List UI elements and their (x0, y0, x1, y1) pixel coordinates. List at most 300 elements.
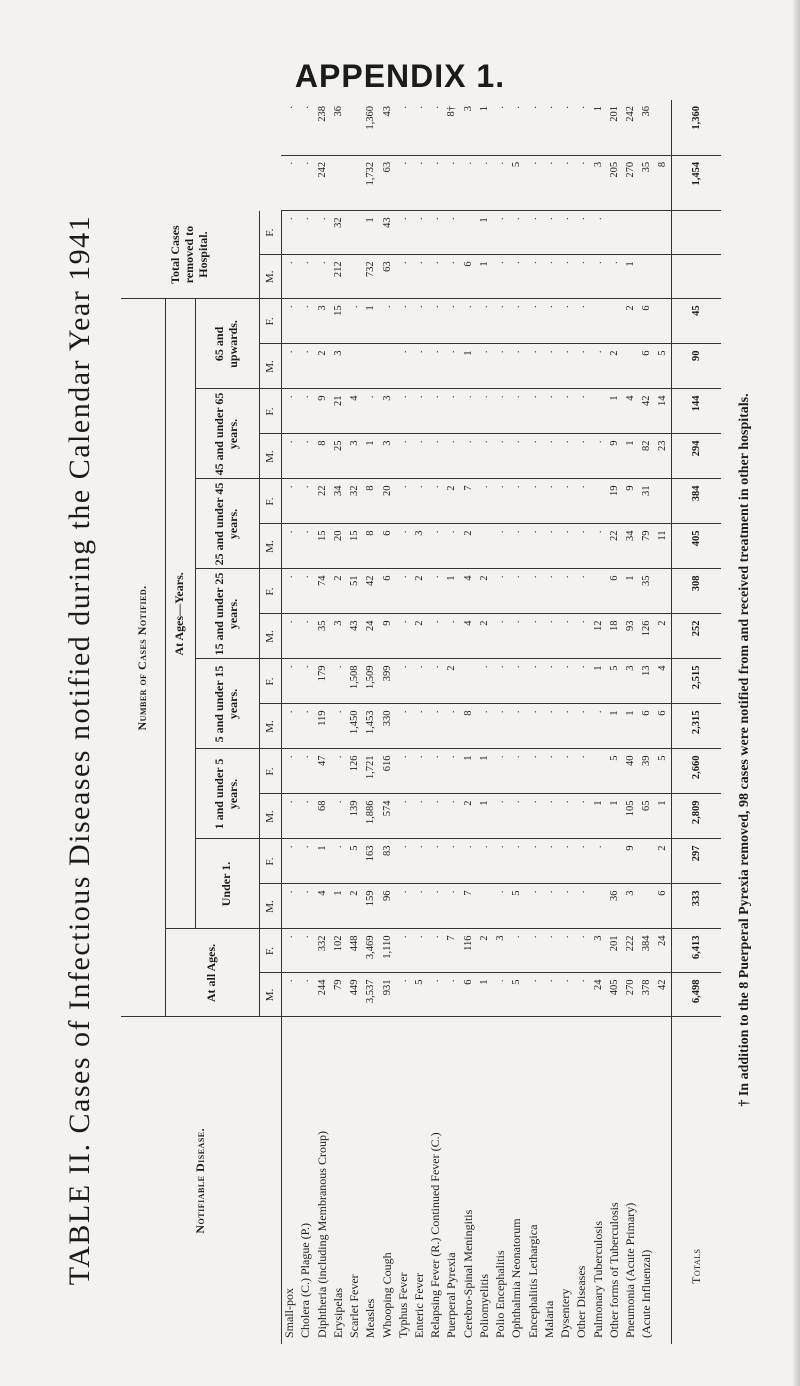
table-cell: . (428, 100, 444, 155)
table-cell: . (493, 839, 509, 884)
table-cell: 68 (314, 794, 330, 839)
table-cell: 7 (460, 884, 476, 929)
table-cell: 242 (622, 100, 638, 155)
table-cell: 93 (622, 614, 638, 659)
table-cell: . (444, 973, 460, 1017)
table-cell: . (444, 704, 460, 749)
table-cell: 47 (314, 749, 330, 794)
totals-cell: 252 (671, 614, 721, 659)
disease-name: Dysentery (558, 1288, 573, 1338)
table-cell: . (411, 884, 427, 929)
table-cell: . (476, 389, 492, 434)
table-cell: . (428, 659, 444, 704)
table-cell: . (395, 794, 411, 839)
table-cell: . (509, 704, 525, 749)
table-cell: . (395, 704, 411, 749)
table-cell: 36 (330, 100, 346, 155)
table-cell: . (541, 973, 557, 1017)
header-m: M. (259, 704, 281, 749)
table-cell: . (493, 299, 509, 344)
header-5-to-15: 5 and under 15 years. (195, 659, 259, 749)
table-cell: . (606, 255, 622, 299)
table-cell: 1,732 (363, 155, 379, 210)
table-cell (379, 344, 395, 389)
table-cell: . (574, 434, 590, 479)
table-cell (346, 211, 362, 255)
table-cell: 201 (606, 929, 622, 973)
table-cell: . (493, 794, 509, 839)
table-cell: 270 (622, 155, 638, 210)
table-cell: 63 (379, 155, 395, 210)
table-cell: . (428, 479, 444, 524)
table-cell: . (281, 614, 298, 659)
disease-name: Other forms of Tuberculosis (606, 1202, 621, 1338)
table-cell: . (541, 704, 557, 749)
table-cell: 43 (379, 100, 395, 155)
table-cell: . (558, 155, 574, 210)
table-row (525, 100, 541, 1344)
table-cell: . (509, 749, 525, 794)
table-cell: . (509, 255, 525, 299)
table-cell: . (281, 884, 298, 929)
table-cell: . (281, 479, 298, 524)
table-cell: . (509, 434, 525, 479)
table-cell: . (411, 344, 427, 389)
table-row (493, 100, 509, 1344)
table-cell: . (444, 155, 460, 210)
table-cell: . (525, 389, 541, 434)
disease-name: Cholera (C.) Plague (P.) (298, 1223, 313, 1338)
table-cell: 39 (639, 749, 655, 794)
table-cell: 2 (655, 839, 671, 884)
table-cell: 6 (655, 884, 671, 929)
table-cell: 42 (655, 973, 671, 1017)
table-cell: 11 (655, 524, 671, 569)
table-cell (330, 155, 346, 210)
table-cell: 43 (379, 211, 395, 255)
table-cell: . (509, 569, 525, 614)
table-cell: . (574, 749, 590, 794)
table-cell: . (558, 479, 574, 524)
table-cell: . (281, 100, 298, 155)
totals-cell: 90 (671, 344, 721, 389)
table-cell: 6 (639, 704, 655, 749)
table-cell: 1 (363, 211, 379, 255)
table-cell: 212 (330, 255, 346, 299)
table-cell: . (574, 389, 590, 434)
table-cell: 732 (363, 255, 379, 299)
table-cell: 79 (330, 973, 346, 1017)
table-cell: . (281, 155, 298, 210)
table-cell: 1 (476, 255, 492, 299)
table-cell (655, 569, 671, 614)
table-cell: . (298, 704, 314, 749)
disease-name: Encephalitis Lethargica (525, 1224, 540, 1338)
table-cell: . (525, 569, 541, 614)
table-cell: 4 (460, 569, 476, 614)
table-cell: 931 (379, 973, 395, 1017)
table-cell: 1 (606, 389, 622, 434)
table-cell: 378 (639, 973, 655, 1017)
table-cell: . (509, 344, 525, 389)
table-cell: 1 (622, 704, 638, 749)
table-cell: . (411, 389, 427, 434)
table-cell: . (509, 524, 525, 569)
table-cell: . (330, 794, 346, 839)
table-cell: 8 (655, 155, 671, 210)
table-cell: . (574, 100, 590, 155)
table-cell: 51 (346, 569, 362, 614)
table-cell: . (298, 155, 314, 210)
table-cell: . (281, 524, 298, 569)
table-cell: 3,537 (363, 973, 379, 1017)
table-cell: . (476, 155, 492, 210)
table-cell: . (444, 839, 460, 884)
table-cell: 1,509 (363, 659, 379, 704)
table-cell: 35 (314, 614, 330, 659)
table-cell: . (395, 659, 411, 704)
table-cell: . (428, 929, 444, 973)
table-cell: . (281, 255, 298, 299)
table-cell: 1 (476, 749, 492, 794)
table-cell: 1 (476, 794, 492, 839)
totals-cell: 1,454 (671, 155, 721, 210)
table-cell: . (460, 299, 476, 344)
table-cell: . (298, 211, 314, 255)
table-cell: . (411, 839, 427, 884)
table-cell: . (493, 973, 509, 1017)
table-cell: . (395, 155, 411, 210)
table-cell: 1,360 (363, 100, 379, 155)
totals-cell (671, 255, 721, 299)
table-cell: . (558, 884, 574, 929)
table-row (346, 100, 362, 1344)
table-cell: 2 (330, 569, 346, 614)
table-row (590, 100, 606, 1344)
table-cell: 6 (655, 704, 671, 749)
table-cell: 32 (330, 211, 346, 255)
table-cell: 23 (655, 434, 671, 479)
table-cell: 3 (590, 929, 606, 973)
table-cell (655, 211, 671, 255)
table-cell: . (493, 155, 509, 210)
header-m: M. (259, 614, 281, 659)
disease-name: Other Diseases (574, 1265, 589, 1338)
table-cell: . (411, 704, 427, 749)
table-cell: 5 (606, 659, 622, 704)
table-cell: . (541, 929, 557, 973)
table-cell: 14 (655, 389, 671, 434)
table-body (281, 100, 721, 1344)
table-cell: . (314, 255, 330, 299)
table-cell: 2 (606, 344, 622, 389)
table-cell: 2 (460, 794, 476, 839)
data-table-frame (121, 100, 721, 1344)
table-cell: . (525, 794, 541, 839)
table-cell: . (493, 389, 509, 434)
page-edge-shadow (792, 0, 800, 1386)
table-cell (476, 524, 492, 569)
table-cell: 1,886 (363, 794, 379, 839)
table-cell: 19 (606, 479, 622, 524)
table-cell: . (574, 524, 590, 569)
table-cell: 2 (476, 569, 492, 614)
table-cell (622, 344, 638, 389)
table-cell: 22 (314, 479, 330, 524)
header-m: M. (259, 344, 281, 389)
table-cell: . (493, 479, 509, 524)
table-cell: . (314, 211, 330, 255)
totals-cell: 297 (671, 839, 721, 884)
table-cell: 6 (379, 569, 395, 614)
table-cell: 15 (346, 524, 362, 569)
table-cell: 9 (379, 614, 395, 659)
table-cell: . (574, 884, 590, 929)
table-cell: . (476, 479, 492, 524)
table-cell: 1 (622, 434, 638, 479)
table-cell: 205 (606, 155, 622, 210)
table-cell: . (541, 614, 557, 659)
table-cell: 1 (622, 569, 638, 614)
table-cell: 36 (639, 100, 655, 155)
table-row (428, 100, 444, 1344)
table-cell: 1 (590, 659, 606, 704)
table-cell: 3 (622, 884, 638, 929)
table-cell: 2 (314, 344, 330, 389)
table-cell: . (411, 659, 427, 704)
totals-cell: 2,809 (671, 794, 721, 839)
table-cell: 1 (590, 794, 606, 839)
table-cell: . (493, 614, 509, 659)
table-cell: 12 (590, 614, 606, 659)
table-cell (639, 884, 655, 929)
header-m: M. (259, 973, 281, 1017)
table-cell: . (541, 659, 557, 704)
table-cell (346, 344, 362, 389)
data-table-rotated (121, 100, 721, 1344)
header-1-to-5: 1 and under 5 years. (195, 749, 259, 839)
table-cell: 2 (411, 569, 427, 614)
table-cell: . (476, 299, 492, 344)
table-cell: 270 (622, 973, 638, 1017)
disease-name: Measles (363, 1298, 378, 1338)
disease-name: Erysipelas (330, 1288, 345, 1338)
table-cell: . (590, 255, 606, 299)
table-cell: . (428, 389, 444, 434)
header-under-1: Under 1. (195, 839, 259, 929)
table-cell: . (298, 524, 314, 569)
disease-name: Polio Encephalitis (493, 1250, 508, 1338)
table-cell: . (281, 794, 298, 839)
table-cell: 222 (622, 929, 638, 973)
table-cell: . (525, 704, 541, 749)
table-cell: 405 (606, 973, 622, 1017)
table-cell: . (525, 211, 541, 255)
table-cell: 139 (346, 794, 362, 839)
table-cell: 5 (655, 344, 671, 389)
table-cell: . (395, 479, 411, 524)
table-cell (590, 299, 606, 344)
table-cell: 159 (363, 884, 379, 929)
table-cell: . (574, 839, 590, 884)
table-cell: 5 (411, 973, 427, 1017)
table-cell: . (493, 211, 509, 255)
table-cell: . (476, 434, 492, 479)
table-cell: . (460, 155, 476, 210)
table-cell: . (541, 569, 557, 614)
table-cell: 42 (363, 569, 379, 614)
table-cell (590, 884, 606, 929)
header-f: F. (259, 929, 281, 973)
table-cell: . (330, 659, 346, 704)
table-cell: 242 (314, 155, 330, 210)
table-cell: . (590, 434, 606, 479)
table-cell: . (395, 524, 411, 569)
table-cell: . (541, 211, 557, 255)
table-cell: . (509, 839, 525, 884)
table-cell: . (281, 973, 298, 1017)
table-cell: 3 (590, 155, 606, 210)
table-cell: 82 (639, 434, 655, 479)
table-cell: 5 (655, 749, 671, 794)
table-cell: 8 (314, 434, 330, 479)
table-cell: . (541, 434, 557, 479)
table-cell: . (395, 973, 411, 1017)
table-cell: . (411, 749, 427, 794)
table-cell: 79 (639, 524, 655, 569)
table-cell: . (281, 704, 298, 749)
table-cell: 6 (639, 299, 655, 344)
table-cell: . (574, 344, 590, 389)
table-cell: . (395, 255, 411, 299)
table-cell: 384 (639, 929, 655, 973)
totals-cell: 308 (671, 569, 721, 614)
table-cell (655, 479, 671, 524)
table-cell (363, 344, 379, 389)
table-cell: . (574, 659, 590, 704)
table-cell: . (444, 211, 460, 255)
table-cell: 1 (476, 973, 492, 1017)
table-cell: . (411, 100, 427, 155)
table-cell: 1,453 (363, 704, 379, 749)
table-cell: . (590, 344, 606, 389)
table-cell: . (541, 344, 557, 389)
table-cell: . (460, 839, 476, 884)
totals-cell: 45 (671, 299, 721, 344)
table-title: TABLE II. Cases of Infectious Diseases notified during the Calendar Year 1941 (63, 214, 96, 1286)
table-cell: . (428, 884, 444, 929)
table-cell: . (493, 884, 509, 929)
table-cell: . (298, 884, 314, 929)
table-cell: . (541, 794, 557, 839)
table-cell: 244 (314, 973, 330, 1017)
table-cell: . (298, 434, 314, 479)
table-cell: 40 (622, 749, 638, 794)
table-cell: . (281, 211, 298, 255)
table-cell: 18 (606, 614, 622, 659)
disease-name: Cerebro-Spinal Meningitis (460, 1209, 475, 1338)
table-cell: . (428, 211, 444, 255)
table-cell: 3 (622, 659, 638, 704)
table-cell (476, 884, 492, 929)
table-cell: 4 (622, 389, 638, 434)
table-cell: 102 (330, 929, 346, 973)
table-row (655, 100, 671, 1344)
table-cell: 2 (460, 524, 476, 569)
table-cell: 332 (314, 929, 330, 973)
table-cell: . (298, 794, 314, 839)
table-cell: 3 (379, 389, 395, 434)
table-cell: 9 (606, 434, 622, 479)
table-cell: . (574, 479, 590, 524)
header-m: M. (259, 884, 281, 929)
table-cell: 574 (379, 794, 395, 839)
table-cell: . (395, 839, 411, 884)
table-cell: . (574, 299, 590, 344)
table-cell: 119 (314, 704, 330, 749)
table-cell: . (558, 839, 574, 884)
table-cell: . (509, 299, 525, 344)
table-cell: 1 (622, 255, 638, 299)
totals-cell: 2,515 (671, 659, 721, 704)
table-cell: . (298, 749, 314, 794)
table-cell: . (558, 100, 574, 155)
table-cell: . (558, 614, 574, 659)
table-cell: . (558, 524, 574, 569)
table-cell: 5 (346, 839, 362, 884)
table-cell: . (444, 299, 460, 344)
table-cell: 3 (314, 299, 330, 344)
table-row (298, 100, 314, 1344)
table-cell: . (509, 100, 525, 155)
table-cell: . (541, 749, 557, 794)
table-cell: . (525, 749, 541, 794)
table-cell: . (298, 479, 314, 524)
totals-cell: 1,360 (671, 100, 721, 155)
table-cell: 34 (622, 524, 638, 569)
table-cell: . (541, 155, 557, 210)
header-notified: Number of Cases Notified. (121, 299, 165, 1017)
table-cell (346, 100, 362, 155)
table-cell: . (525, 659, 541, 704)
disease-name: Malaria (541, 1300, 556, 1338)
table-cell: 3 (460, 100, 476, 155)
table-cell: . (281, 839, 298, 884)
table-cell: . (395, 749, 411, 794)
table-cell: 1 (330, 884, 346, 929)
table-cell: . (509, 389, 525, 434)
table-cell: . (541, 100, 557, 155)
table-cell: . (444, 749, 460, 794)
disease-name: Typhus Fever (395, 1272, 410, 1338)
table-cell: 20 (379, 479, 395, 524)
table-cell: 7 (460, 479, 476, 524)
table-cell: 1,450 (346, 704, 362, 749)
header-disease: Notifiable Disease. (121, 1017, 281, 1344)
table-cell: . (541, 255, 557, 299)
table-cell: . (298, 344, 314, 389)
header-f: F. (259, 389, 281, 434)
table-cell: . (476, 344, 492, 389)
table-cell: . (541, 389, 557, 434)
table-cell: . (541, 884, 557, 929)
table-cell: . (558, 389, 574, 434)
table-cell: . (525, 344, 541, 389)
table-cell: 3 (493, 929, 509, 973)
table-cell: . (444, 884, 460, 929)
table-cell: . (444, 434, 460, 479)
table-cell: 3 (411, 524, 427, 569)
